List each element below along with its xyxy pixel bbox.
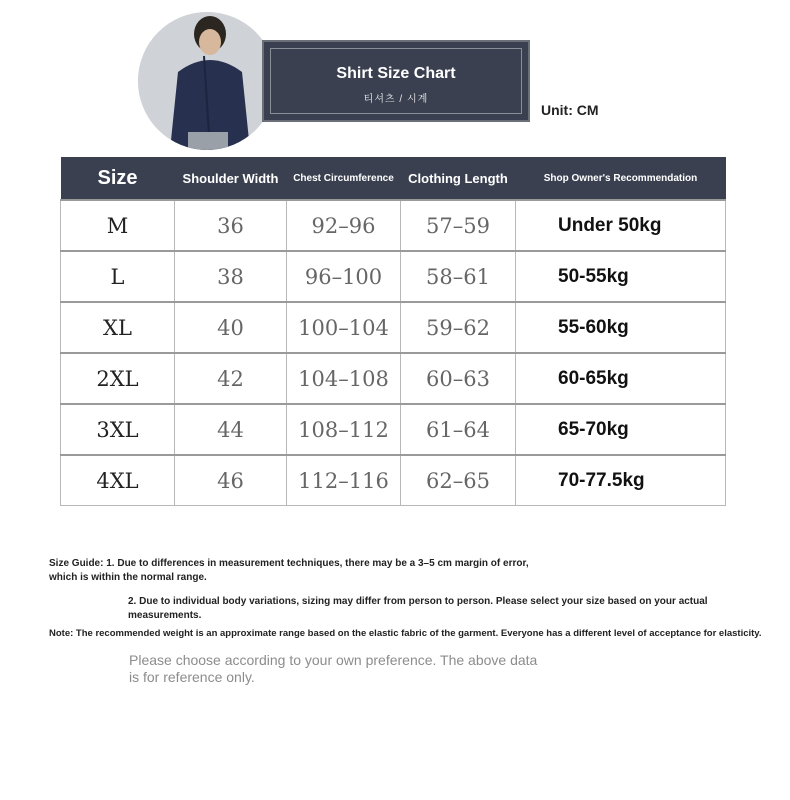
cell-chest: 100–104 xyxy=(287,302,401,353)
elasticity-note: Note: The recommended weight is an approximate range based on the elastic fabric of the garment. Everyone has a different level of acceptance for elasticity. xyxy=(49,628,762,639)
size-table xyxy=(60,157,726,506)
table-row xyxy=(61,200,726,251)
cell-shoulder: 44 xyxy=(175,404,287,455)
chart-title: Shirt Size Chart xyxy=(336,65,456,82)
header-clothing-length: Clothing Length xyxy=(401,157,516,200)
preference-note: Please choose according to your own preference. The above data is for reference only. xyxy=(129,652,538,685)
cell-chest: 104–108 xyxy=(287,353,401,404)
cell-size: L xyxy=(61,251,175,302)
cell-length: 58–61 xyxy=(401,251,516,302)
table-row xyxy=(61,251,726,302)
title-banner xyxy=(262,40,530,122)
cell-recommendation: 70-77.5kg xyxy=(516,455,726,506)
cell-length: 61–64 xyxy=(401,404,516,455)
header-chest-circumference: Chest Circumference xyxy=(287,157,401,200)
table-row xyxy=(61,455,726,506)
table-row xyxy=(61,353,726,404)
size-guide-note-2: 2. Due to individual body variations, sizing may differ from person to person. Please select your size based on your actual measurements. xyxy=(128,596,708,621)
cell-length: 57–59 xyxy=(401,200,516,251)
table-row xyxy=(61,302,726,353)
cell-length: 60–63 xyxy=(401,353,516,404)
header-recommendation: Shop Owner's Recommendation xyxy=(516,157,726,200)
cell-shoulder: 40 xyxy=(175,302,287,353)
size-guide-note-1: Size Guide: 1. Due to differences in measurement techniques, there may be a 3–5 cm margin of error, which is within the normal range. xyxy=(49,558,529,583)
model-photo xyxy=(138,12,276,150)
cell-shoulder: 38 xyxy=(175,251,287,302)
cell-shoulder: 46 xyxy=(175,455,287,506)
table-header-row xyxy=(61,157,726,200)
cell-recommendation: 50-55kg xyxy=(516,251,726,302)
cell-size: M xyxy=(61,200,175,251)
cell-size: XL xyxy=(61,302,175,353)
cell-length: 59–62 xyxy=(401,302,516,353)
cell-chest: 112–116 xyxy=(287,455,401,506)
cell-shoulder: 36 xyxy=(175,200,287,251)
cell-shoulder: 42 xyxy=(175,353,287,404)
cell-length: 62–65 xyxy=(401,455,516,506)
cell-recommendation: 55-60kg xyxy=(516,302,726,353)
header-size: Size xyxy=(61,157,175,200)
cell-size: 2XL xyxy=(61,353,175,404)
chart-subtitle: 티셔츠 / 시계 xyxy=(363,94,429,105)
cell-recommendation: 60-65kg xyxy=(516,353,726,404)
cell-size: 4XL xyxy=(61,455,175,506)
cell-recommendation: 65-70kg xyxy=(516,404,726,455)
unit-label: Unit: CM xyxy=(541,102,599,118)
header-shoulder-width: Shoulder Width xyxy=(175,157,287,200)
cell-size: 3XL xyxy=(61,404,175,455)
cell-chest: 108–112 xyxy=(287,404,401,455)
cell-recommendation: Under 50kg xyxy=(516,200,726,251)
cell-chest: 96–100 xyxy=(287,251,401,302)
table-row xyxy=(61,404,726,455)
cell-chest: 92–96 xyxy=(287,200,401,251)
